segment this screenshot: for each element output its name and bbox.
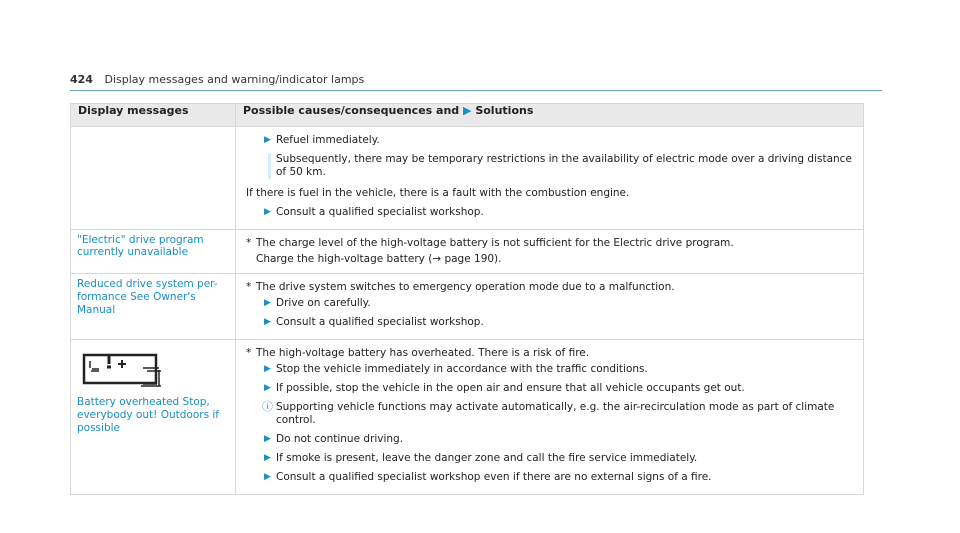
cause-item: * The charge level of the high-voltage battery is not sufficient for the Electric drive program. <box>246 237 734 249</box>
list-item: ▶ Do not continue driving. <box>264 433 404 445</box>
cause-item: * The drive system switches to emergency operation mode due to a malfunction. <box>246 281 675 293</box>
message-cell-empty <box>71 127 236 230</box>
bullet-triangle-icon: ▶ <box>264 453 271 463</box>
info-icon: ⓘ <box>262 400 273 413</box>
column-header-display-messages: Display messages <box>71 104 236 127</box>
page-number: 424 <box>70 73 93 86</box>
info-note: ⓘ Supporting vehicle functions may activate automatically, e.g. the air-recirculation mode as part of climate control. <box>262 400 835 426</box>
list-item: ▶ Consult a qualified specialist workshop. <box>264 316 484 328</box>
causes-cell <box>236 274 864 340</box>
causes-cell <box>236 340 864 495</box>
bullet-triangle-icon: ▶ <box>264 135 271 145</box>
cause-item: * The high-voltage battery has overheated. There is a risk of fire. <box>246 347 590 359</box>
message-cell <box>71 274 236 340</box>
table-row <box>71 274 864 340</box>
bullet-triangle-icon: ▶ <box>264 364 271 374</box>
table-header-row <box>71 104 864 127</box>
note-block: Subsequently, there may be temporary restrictions in the availability of electric mode over a driving distance of 50 km. <box>268 153 857 179</box>
display-message-text: Battery overheated Stop, everybody out! Outdoors if possible <box>77 396 220 434</box>
list-item: ▶ Refuel immediately. <box>264 134 380 146</box>
list-item: ▶ Stop the vehicle immediately in accordance with the traffic conditions. <box>264 363 648 375</box>
bullet-triangle-icon: ▶ <box>264 383 271 393</box>
causes-cell <box>236 230 864 274</box>
display-messages-table <box>70 103 864 495</box>
table-row <box>71 127 864 230</box>
cause-subtext: Charge the high-voltage battery (→ page 190). <box>256 253 502 265</box>
hv-battery-overheated-icon <box>81 350 163 390</box>
list-item: ▶ Drive on carefully. <box>264 297 371 309</box>
display-message-text: "Electric" drive program currently unavailable <box>77 234 204 258</box>
bullet-triangle-icon: ▶ <box>264 298 271 308</box>
column-header-causes-solutions: Possible causes/consequences and ▶ Solutions <box>236 104 864 127</box>
list-item: ▶ If smoke is present, leave the danger zone and call the fire service immediately. <box>264 452 698 464</box>
page-title: Display messages and warning/indicator lamps <box>104 73 365 86</box>
solutions-arrow-icon: ▶ <box>463 104 472 117</box>
message-cell <box>71 230 236 274</box>
list-item: ▶ Consult a qualified specialist workshop even if there are no external signs of a fire. <box>264 471 712 483</box>
table-row <box>71 340 864 495</box>
causes-cell <box>236 127 864 230</box>
bullet-triangle-icon: ▶ <box>264 317 271 327</box>
list-item: ▶ If possible, stop the vehicle in the open air and ensure that all vehicle occupants get out. <box>264 382 745 394</box>
cause-text: If there is fuel in the vehicle, there is a fault with the combustion engine. <box>246 187 630 199</box>
display-message-text: Reduced drive system per- formance See Owner's Manual <box>77 278 218 316</box>
header-divider <box>70 90 882 91</box>
message-cell <box>71 340 236 495</box>
page-header <box>70 73 364 86</box>
bullet-triangle-icon: ▶ <box>264 434 271 444</box>
bullet-triangle-icon: ▶ <box>264 207 271 217</box>
bullet-triangle-icon: ▶ <box>264 472 271 482</box>
list-item: ▶ Consult a qualified specialist workshop. <box>264 206 484 218</box>
table-row <box>71 230 864 274</box>
